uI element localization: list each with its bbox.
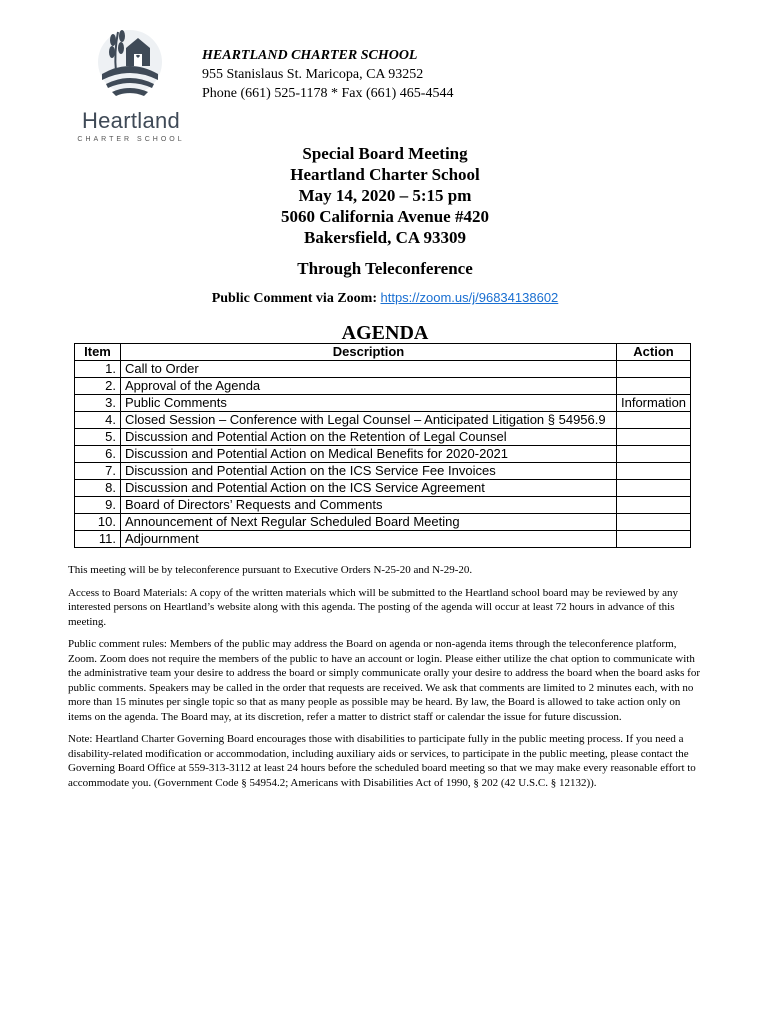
notes-section [68,563,700,798]
zoom-label: Public Comment via Zoom: [211,291,377,306]
item-description: Closed Session – Conference with Legal Counsel – Anticipated Litigation § 54956.9 [121,412,617,429]
meeting-school: Heartland Charter School [290,165,480,184]
item-number: 10. [75,514,121,531]
agenda-header-row [75,344,691,361]
zoom-line [0,290,770,307]
table-row [75,514,691,531]
table-row [75,412,691,429]
item-number: 5. [75,429,121,446]
column-header-item: Item [75,344,121,361]
agenda-table [74,343,691,548]
table-row [75,361,691,378]
table-row [75,395,691,412]
item-number: 7. [75,463,121,480]
table-row [75,378,691,395]
board-materials-note: Access to Board Materials: A copy of the written materials which will be submitted to the Heartland school board may be reviewed by any interested persons on Heartland’s website along with this agenda. The posting of the agenda will occur at least 72 hours in advance of this meeting. [68,586,679,628]
item-number: 8. [75,480,121,497]
teleconference-note: This meeting will be by teleconference pursuant to Executive Orders N-25-20 and N-29-20. [68,564,473,576]
zoom-link[interactable]: https://zoom.us/j/96834138602 [380,290,559,305]
meeting-details [0,143,770,248]
table-row [75,531,691,548]
item-description: Public Comments [121,395,617,412]
school-logo [70,22,190,143]
item-action: Information [617,395,691,412]
item-number: 4. [75,412,121,429]
disability-note: Note: Heartland Charter Governing Board encourages those with disabilities to participate fully in the public meeting process. If you need a disability-related modification or accommodation, including auxiliary aids or services, to participate in the public meeting, please contact the Governing Board Office at 559-313-3112 at least 24 hours before the scheduled board meeting so that we may make every reasonable effort to accommodate you. (Government Code § 54954.2; Americans with Disabilities Act of 1990, § 202 (42 U.S.C. § 12132)). [68,733,696,789]
item-action [617,361,691,378]
school-address: 955 Stanislaus St. Maricopa, CA 93252 [202,67,424,82]
item-number: 6. [75,446,121,463]
item-description: Board of Directors’ Requests and Comments [121,497,617,514]
item-number: 3. [75,395,121,412]
item-number: 9. [75,497,121,514]
item-description: Discussion and Potential Action on Medical Benefits for 2020-2021 [121,446,617,463]
item-action [617,531,691,548]
heartland-logo-icon [96,22,164,106]
item-description: Discussion and Potential Action on the ICS Service Fee Invoices [121,463,617,480]
item-description: Approval of the Agenda [121,378,617,395]
school-phone-fax: Phone (661) 525-1178 * Fax (661) 465-4544 [202,86,454,101]
item-number: 11. [75,531,121,548]
item-description: Announcement of Next Regular Scheduled Board Meeting [121,514,617,531]
item-number: 1. [75,361,121,378]
item-description: Discussion and Potential Action on the ICS Service Agreement [121,480,617,497]
logo-wordmark: Heartland [81,108,181,133]
meeting-datetime: May 14, 2020 – 5:15 pm [298,186,472,205]
item-description: Discussion and Potential Action on the Retention of Legal Counsel [121,429,617,446]
item-action [617,446,691,463]
table-row [75,497,691,514]
item-action [617,497,691,514]
item-action [617,514,691,531]
meeting-type: Special Board Meeting [302,144,468,163]
table-row [75,463,691,480]
item-number: 2. [75,378,121,395]
agenda-title: AGENDA [341,322,429,344]
item-action [617,429,691,446]
item-description: Call to Order [121,361,617,378]
item-action [617,480,691,497]
school-name: HEARTLAND CHARTER SCHOOL [202,48,418,63]
public-comment-rules: Public comment rules: Members of the public may address the Board on agenda or non-agenda items through the teleconference platform, Zoom. Zoom does not require the members of the public to have an account or login. Please either utilize the chat option to communicate with the administrative team your desire to address the board or simply communicate orally your desire to address the board when the board asks for public comments. Speakers may be called in the order that requests are received. We ask that comments are limited to 2 minutes each, with no more than 15 minutes per single topic so that as many people as possible may be heard. By law, the Board is allowed to take action only on items on the agenda. The Board may, at its discretion, refer a matter to district staff or calendar the issue for future discussion. [68,638,701,723]
school-info [202,46,453,103]
item-action [617,463,691,480]
meeting-street: 5060 California Avenue #420 [281,207,489,226]
table-row [75,446,691,463]
logo-subtext: CHARTER SCHOOL [77,136,185,143]
column-header-action: Action [617,344,691,361]
meeting-city: Bakersfield, CA 93309 [304,228,466,247]
item-description: Adjournment [121,531,617,548]
item-action [617,378,691,395]
teleconference-heading: Through Teleconference [297,259,473,278]
table-row [75,429,691,446]
item-action [617,412,691,429]
table-row [75,480,691,497]
column-header-description: Description [121,344,617,361]
